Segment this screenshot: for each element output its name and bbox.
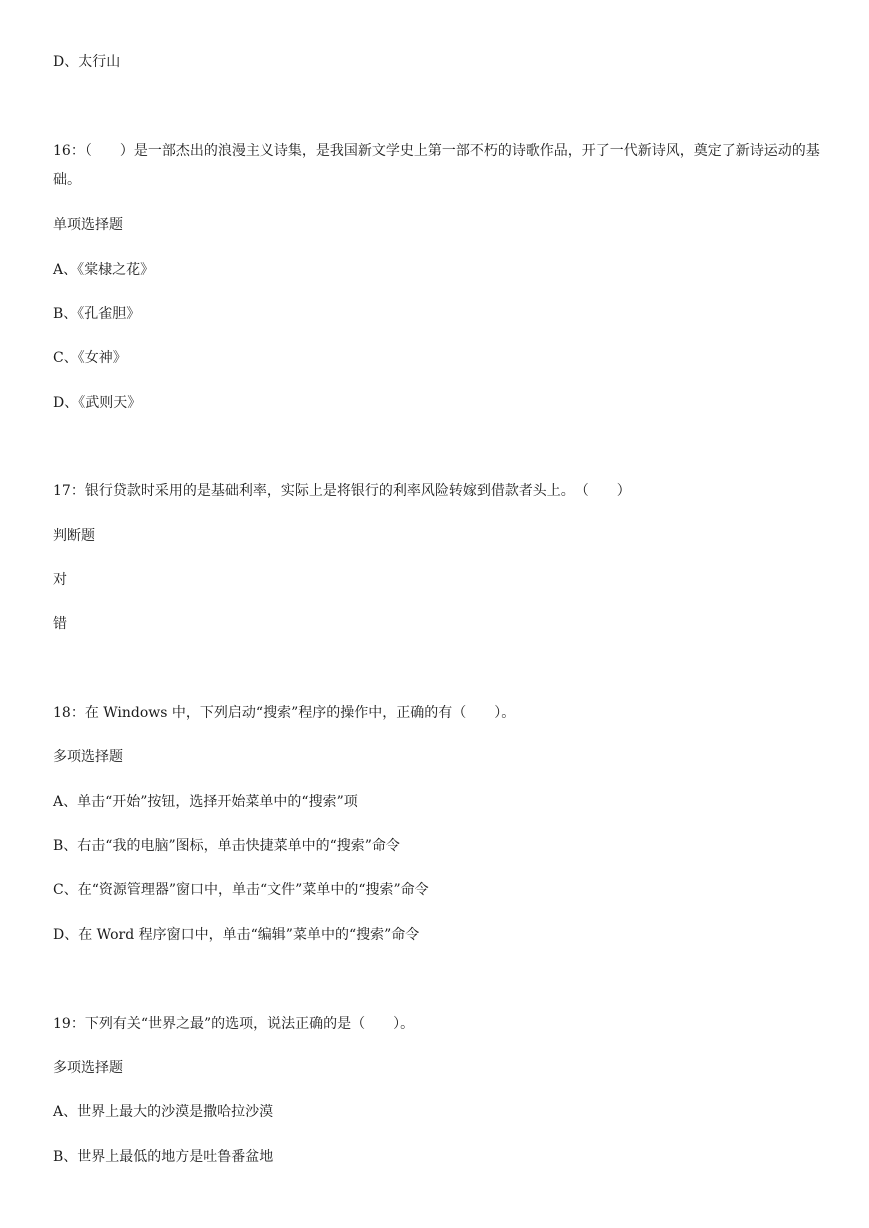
question-16-option-c: C、《女神》 [53,350,127,366]
question-18-type: 多项选择题 [53,749,123,765]
question-16-option-d: D、《武则天》 [53,395,142,411]
question-17-type: 判断题 [53,528,95,544]
question-17-option-true: 对 [53,572,67,588]
question-19-option-b: B、世界上最低的地方是吐鲁番盆地 [53,1149,274,1165]
prev-option-d: D、太行山 [53,54,121,70]
question-16-stem: 16：（ ）是一部杰出的浪漫主义诗集，是我国新文学史上第一部不朽的诗歌作品，开了一代新诗风，奠定了新诗运动的基础。 [53,143,820,188]
question-19-option-a: A、世界上最大的沙漠是撒哈拉沙漠 [53,1104,274,1120]
question-16-option-a: A、《棠棣之花》 [53,262,155,278]
question-16-option-b: B、《孔雀胆》 [53,306,141,322]
question-18-stem: 18：在 Windows 中，下列启动“搜索”程序的操作中，正确的有（ ）。 [53,705,516,721]
question-18-option-d: D、在 Word 程序窗口中，单击“编辑”菜单中的“搜索”命令 [53,927,420,943]
question-16-type: 单项选择题 [53,217,123,233]
question-18-option-c: C、在“资源管理器”窗口中，单击“文件”菜单中的“搜索”命令 [53,882,429,898]
question-17-option-false: 错 [53,616,67,632]
question-18-option-a: A、单击“开始”按钮，选择开始菜单中的“搜索”项 [53,794,358,810]
question-19-type: 多项选择题 [53,1060,123,1076]
question-18-option-b: B、右击“我的电脑”图标，单击快捷菜单中的“搜索”命令 [53,838,400,854]
question-17-stem: 17：银行贷款时采用的是基础利率，实际上是将银行的利率风险转嫁到借款者头上。 （ ） [53,483,631,499]
question-19-stem: 19：下列有关“世界之最”的选项，说法正确的是（ ）。 [53,1016,415,1032]
